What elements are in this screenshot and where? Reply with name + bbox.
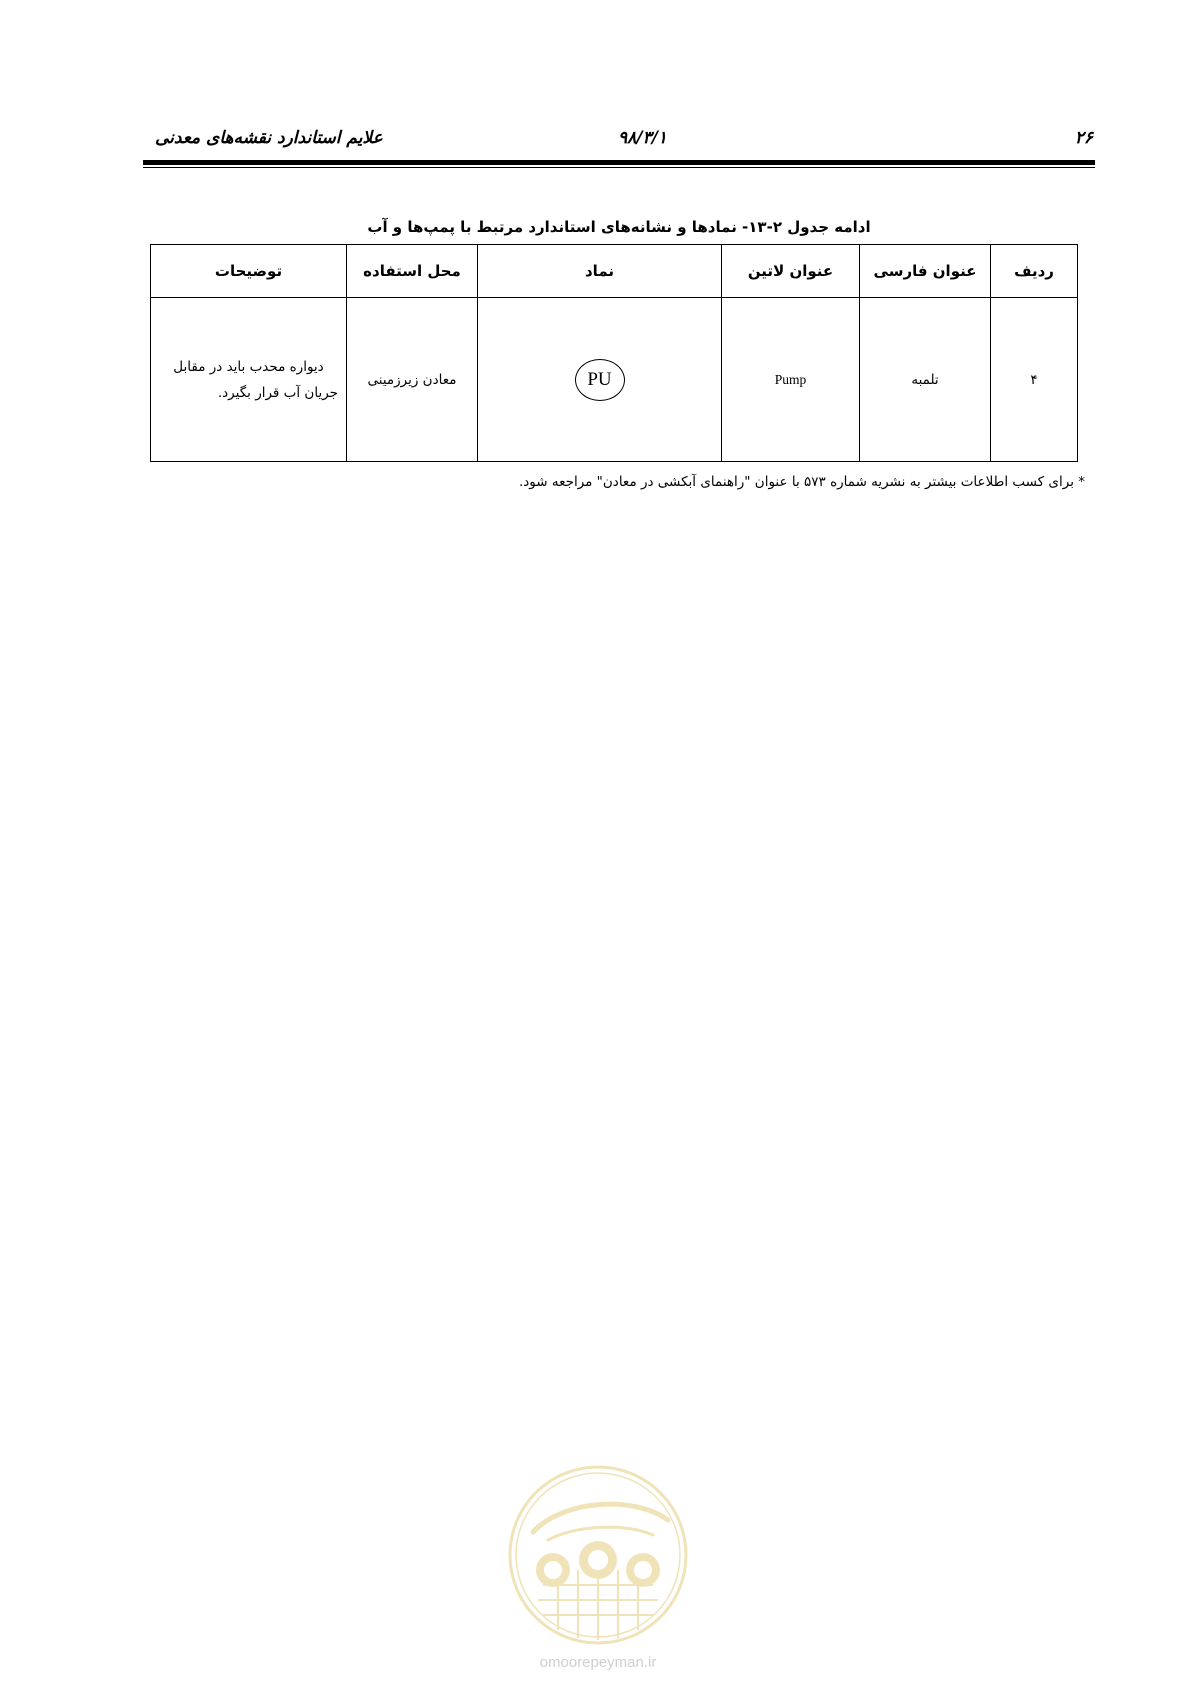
header-date: ۹۸/۳/۱ (618, 128, 667, 148)
header-symbol: نماد (478, 245, 722, 298)
header-latin-title: عنوان لاتین (722, 245, 860, 298)
watermark-logo-icon (503, 1460, 693, 1650)
header-usage: محل استفاده (347, 245, 478, 298)
table-header-row (151, 245, 1078, 298)
header-persian-title: عنوان فارسی (860, 245, 991, 298)
header-title: علایم استاندارد نقشه‌های معدنی (155, 128, 383, 148)
pump-symbol-icon: PU (575, 359, 625, 401)
cell-notes: دیواره محدب باید در مقابل جریان آب قرار بگیرد. (151, 298, 347, 462)
table-caption: ادامه جدول ۲-۱۳- نمادها و نشانه‌های استاندارد مرتبط با پمپ‌ها و آب (367, 218, 871, 236)
table-row (151, 298, 1078, 462)
cell-persian-title: تلمبه (860, 298, 991, 462)
watermark-url: omoorepeyman.ir (539, 1654, 657, 1671)
cell-usage: معادن زیرزمینی (347, 298, 478, 462)
cell-symbol (478, 298, 722, 462)
page-header (143, 128, 1095, 158)
cell-row-number: ۴ (991, 298, 1078, 462)
cell-latin-title: Pump (722, 298, 860, 462)
header-notes: توضیحات (151, 245, 347, 298)
page-number: ۲۶ (1074, 128, 1093, 148)
footnote: * برای کسب اطلاعات بیشتر به نشریه شماره ۵۷۳ با عنوان "راهنمای آبکشی در معادن" مراجعه شود. (518, 474, 1085, 490)
symbols-table (150, 244, 1078, 462)
header-row-number: ردیف (991, 245, 1078, 298)
header-rule-thin (143, 167, 1095, 168)
header-rule-thick (143, 160, 1095, 165)
